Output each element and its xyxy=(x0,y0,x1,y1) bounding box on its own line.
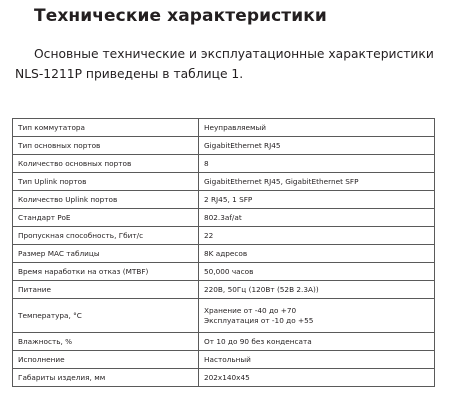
spec-param-cell: Количество основных портов xyxy=(13,155,199,173)
spec-param-cell: Стандарт PoE xyxy=(13,209,199,227)
spec-param-cell: Размер MAC таблицы xyxy=(13,245,199,263)
table-row xyxy=(13,245,435,263)
spec-value-cell: 2 RJ45, 1 SFP xyxy=(199,191,435,209)
table-row xyxy=(13,333,435,351)
spec-value-cell xyxy=(199,299,435,333)
table-row xyxy=(13,173,435,191)
table-row xyxy=(13,263,435,281)
spec-value-cell: 220В, 50Гц (120Вт (52В 2.3А)) xyxy=(199,281,435,299)
spec-value-cell: Неуправляемый xyxy=(199,119,435,137)
table-row xyxy=(13,369,435,387)
table-row xyxy=(13,137,435,155)
table-row xyxy=(13,299,435,333)
spec-value-cell: Настольный xyxy=(199,351,435,369)
spec-value-cell: 50,000 часов xyxy=(199,263,435,281)
spec-value-cell: 202х140х45 xyxy=(199,369,435,387)
spec-param-cell: Тип основных портов xyxy=(13,137,199,155)
spec-param-cell: Питание xyxy=(13,281,199,299)
spec-param-cell: Тип Uplink портов xyxy=(13,173,199,191)
table-row xyxy=(13,281,435,299)
spec-param-cell: Тип коммутатора xyxy=(13,119,199,137)
spec-param-cell: Габариты изделия, мм xyxy=(13,369,199,387)
table-row xyxy=(13,227,435,245)
spec-value-cell: 8 xyxy=(199,155,435,173)
spec-param-cell: Количество Uplink портов xyxy=(13,191,199,209)
specifications-table xyxy=(12,118,435,387)
spec-value-cell: 8K адресов xyxy=(199,245,435,263)
table-row xyxy=(13,191,435,209)
spec-param-cell: Влажность, % xyxy=(13,333,199,351)
spec-param-cell: Температура, °C xyxy=(13,299,199,333)
spec-value-line: Эксплуатация от -10 до +55 xyxy=(204,315,314,325)
spec-value-cell: От 10 до 90 без конденсата xyxy=(199,333,435,351)
spec-param-cell: Исполнение xyxy=(13,351,199,369)
spec-value-line: Хранение от -40 до +70 xyxy=(204,305,297,315)
table-row xyxy=(13,351,435,369)
table-row xyxy=(13,209,435,227)
section-heading: Технические характеристики xyxy=(34,6,327,26)
spec-value-cell: GigabitEthernet RJ45 xyxy=(199,137,435,155)
table-row xyxy=(13,119,435,137)
spec-value-cell: 22 xyxy=(199,227,435,245)
spec-param-cell: Время наработки на отказ (MTBF) xyxy=(13,263,199,281)
intro-paragraph xyxy=(15,44,445,84)
spec-value-cell: GigabitEthernet RJ45, GigabitEthernet SFP xyxy=(199,173,435,191)
spec-param-cell: Пропускная способность, Гбит/с xyxy=(13,227,199,245)
spec-value-cell: 802.3af/at xyxy=(199,209,435,227)
intro-line-1: Основные технические и эксплуатационные характеристики xyxy=(34,47,434,61)
table-row xyxy=(13,155,435,173)
intro-line-2: NLS-1211P приведены в таблице 1. xyxy=(15,67,244,81)
